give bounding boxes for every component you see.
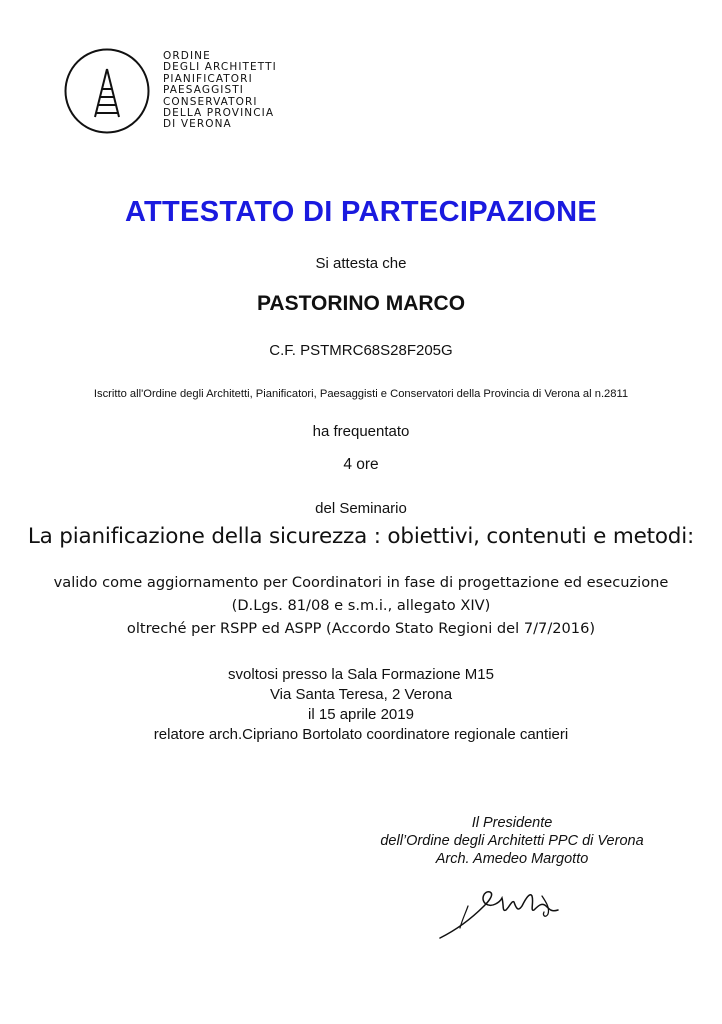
handwritten-signature — [438, 872, 588, 942]
validity-line: valido come aggiornamento per Coordinatori in fase di progettazione ed esecuzione — [53, 574, 669, 591]
org-line: DELLA PROVINCIA — [163, 107, 275, 120]
fiscal-code: C.F. PSTMRC68S28F205G — [269, 342, 453, 359]
signatory-name: Arch. Amedeo Margotto — [435, 851, 589, 867]
org-name — [163, 51, 277, 131]
org-line: ORDINE — [163, 50, 211, 62]
venue-line: svoltosi presso la Sala Formazione M15 — [228, 666, 494, 683]
attended-text: ha frequentato — [312, 423, 410, 440]
ladder-a-logo-icon — [63, 47, 151, 135]
org-line: PIANIFICATORI — [163, 72, 253, 85]
intro-text: Si attesta che — [315, 255, 407, 272]
registration-text: Iscritto all'Ordine degli Architetti, Pianificatori, Paesaggisti e Conservatori della Provincia di Verona al n.2811 — [93, 388, 629, 400]
venue-address: Via Santa Teresa, 2 Verona — [269, 686, 453, 703]
certificate-title: ATTESTATO DI PARTECIPAZIONE — [124, 196, 598, 228]
validity-line: oltreché per RSPP ed ASPP (Accordo Stato Regioni del 7/7/2016) — [126, 620, 596, 637]
seminar-label: del Seminario — [315, 500, 407, 517]
participant-name: PASTORINO MARCO — [256, 292, 466, 315]
org-logo — [63, 47, 323, 137]
org-line: DI VERONA — [163, 118, 232, 131]
org-line: CONSERVATORI — [163, 95, 258, 108]
org-line: DEGLI ARCHITETTI — [163, 61, 277, 74]
validity-line: (D.Lgs. 81/08 e s.m.i., allegato XIV) — [231, 597, 491, 614]
event-date: il 15 aprile 2019 — [308, 706, 414, 723]
signatory-organization: dell’Ordine degli Architetti PPC di Verona — [380, 833, 644, 849]
org-line: PAESAGGISTI — [163, 84, 244, 97]
seminar-title: La pianificazione della sicurezza : obiettivi, contenuti e metodi: — [27, 524, 695, 549]
speaker-line: relatore arch.Cipriano Bortolato coordinatore regionale cantieri — [153, 726, 569, 743]
hours-text: 4 ore — [343, 456, 379, 473]
signatory-role: Il Presidente — [471, 815, 553, 831]
